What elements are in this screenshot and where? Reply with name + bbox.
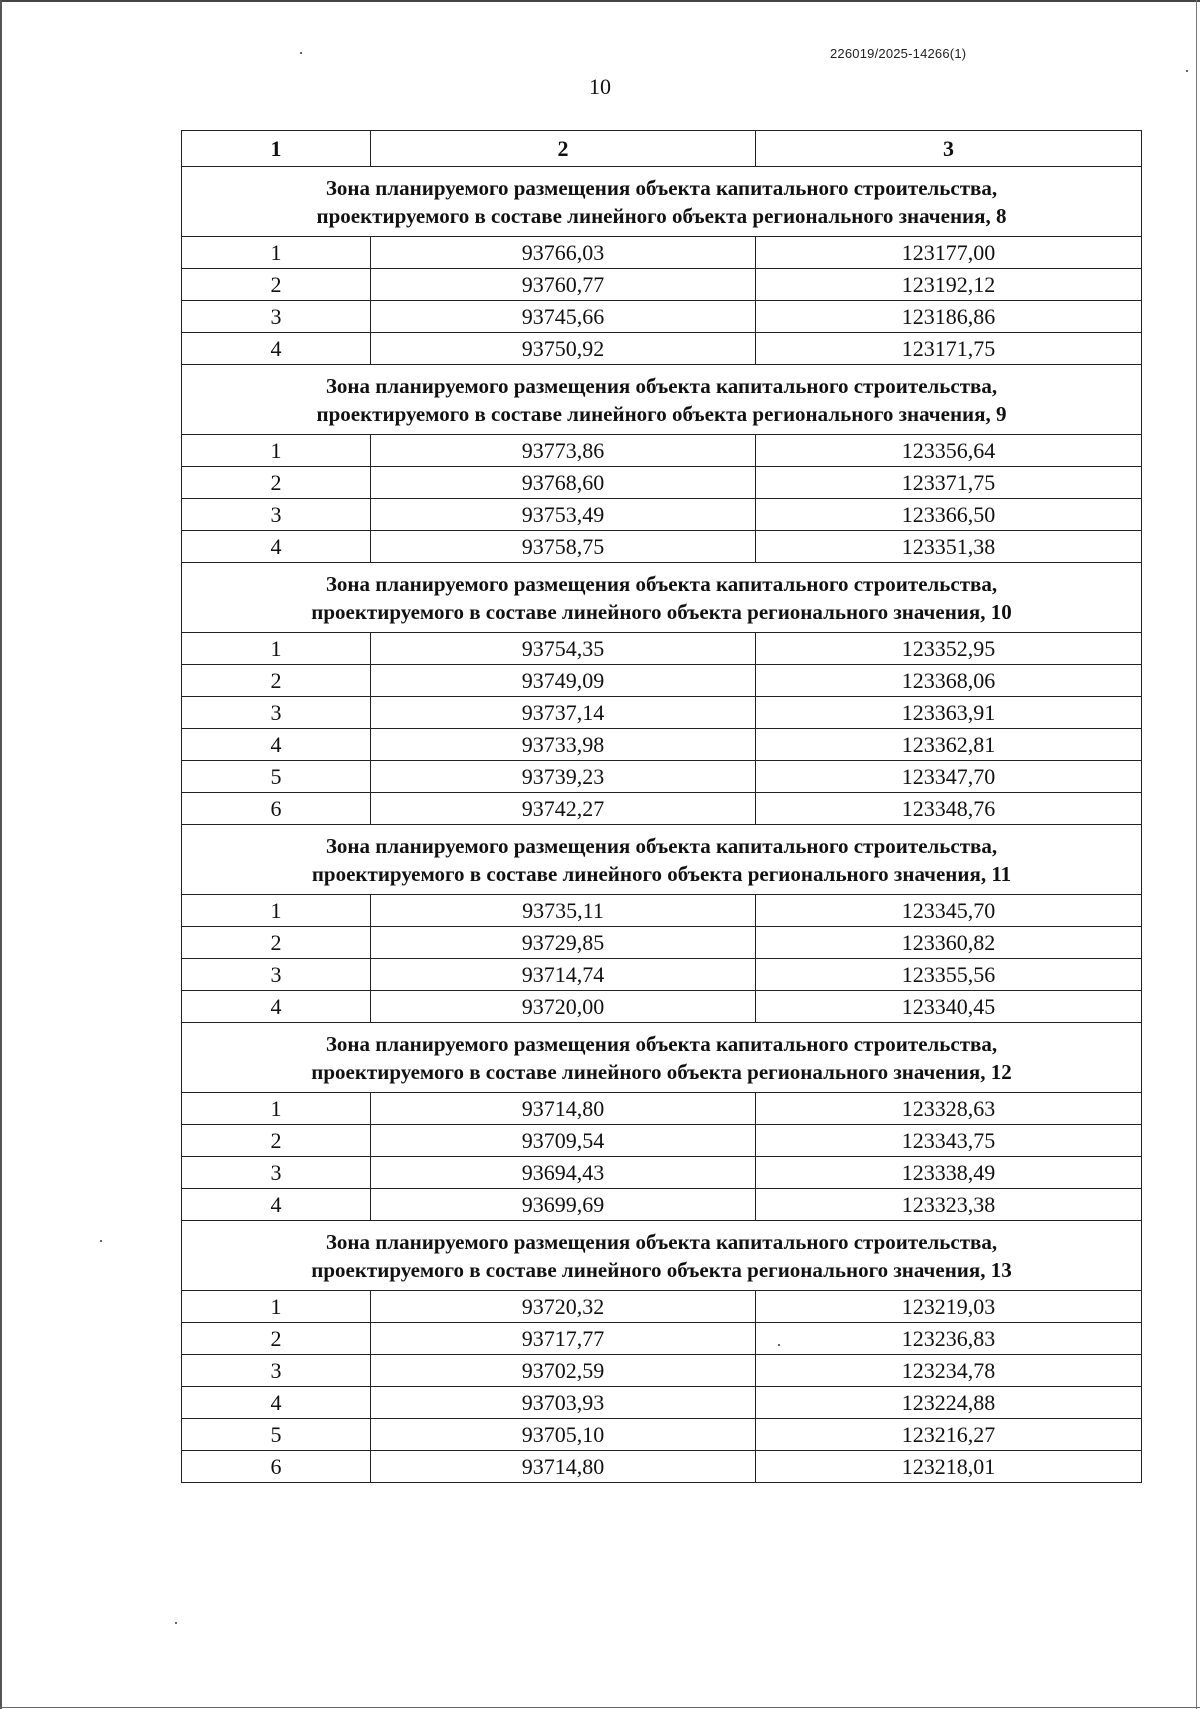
point-number-cell: 2	[182, 1323, 371, 1355]
x-coordinate-cell: 93749,09	[371, 665, 756, 697]
zone-title	[182, 563, 1142, 633]
x-coordinate-cell: 93735,11	[371, 895, 756, 927]
y-coordinate-cell: 123328,63	[756, 1093, 1142, 1125]
zone-title	[182, 1023, 1142, 1093]
x-coordinate-cell: 93699,69	[371, 1189, 756, 1221]
zone-title-row	[182, 563, 1142, 633]
y-coordinate-cell: 123338,49	[756, 1157, 1142, 1189]
table-header-row	[182, 131, 1142, 167]
point-number-cell: 1	[182, 1291, 371, 1323]
x-coordinate-cell: 93737,14	[371, 697, 756, 729]
x-coordinate-cell: 93703,93	[371, 1387, 756, 1419]
x-coordinate-cell: 93729,85	[371, 927, 756, 959]
point-number-cell: 3	[182, 1157, 371, 1189]
zone-title-row	[182, 825, 1142, 895]
point-number-cell: 2	[182, 1125, 371, 1157]
table-row	[182, 761, 1142, 793]
table-row	[182, 1189, 1142, 1221]
y-coordinate-cell: 123362,81	[756, 729, 1142, 761]
coordinates-table-body	[182, 131, 1142, 1483]
point-number-cell: 2	[182, 665, 371, 697]
y-coordinate-cell: 123234,78	[756, 1355, 1142, 1387]
scan-speck	[300, 52, 302, 54]
table-row	[182, 697, 1142, 729]
zone-title-row	[182, 1023, 1142, 1093]
table-row	[182, 959, 1142, 991]
point-number-cell: 6	[182, 1451, 371, 1483]
scan-edge-top	[0, 0, 1200, 2]
y-coordinate-cell: 123224,88	[756, 1387, 1142, 1419]
y-coordinate-cell: 123360,82	[756, 927, 1142, 959]
x-coordinate-cell: 93720,00	[371, 991, 756, 1023]
table-row	[182, 1387, 1142, 1419]
point-number-cell: 1	[182, 633, 371, 665]
table-row	[182, 237, 1142, 269]
y-coordinate-cell: 123236,83	[756, 1323, 1142, 1355]
zone-title-row	[182, 365, 1142, 435]
scan-edge-bottom	[0, 1707, 1200, 1708]
zone-title-line: Зона планируемого размещения объекта капитального строительства,	[325, 175, 998, 200]
y-coordinate-cell: 123355,56	[756, 959, 1142, 991]
table-row	[182, 1451, 1142, 1483]
x-coordinate-cell: 93714,80	[371, 1093, 756, 1125]
x-coordinate-cell: 93754,35	[371, 633, 756, 665]
y-coordinate-cell: 123345,70	[756, 895, 1142, 927]
x-coordinate-cell: 93705,10	[371, 1419, 756, 1451]
scan-speck	[1186, 70, 1188, 72]
page-number: 10	[589, 74, 611, 99]
y-coordinate-cell: 123371,75	[756, 467, 1142, 499]
point-number-cell: 3	[182, 1355, 371, 1387]
column-header-y-coordinate: 3	[756, 131, 1142, 167]
y-coordinate-cell: 123216,27	[756, 1419, 1142, 1451]
table-row	[182, 1093, 1142, 1125]
table-row	[182, 467, 1142, 499]
document-id: 226019/2025-14266(1)	[830, 46, 967, 61]
zone-title-row	[182, 167, 1142, 237]
point-number-cell: 1	[182, 435, 371, 467]
zone-title-line: проектируемого в составе линейного объекта регионального значения, 8	[316, 203, 1007, 228]
y-coordinate-cell: 123363,91	[756, 697, 1142, 729]
zone-title-line: Зона планируемого размещения объекта капитального строительства,	[325, 571, 998, 596]
point-number-cell: 4	[182, 531, 371, 563]
table-row	[182, 499, 1142, 531]
table-row	[182, 793, 1142, 825]
table-row	[182, 729, 1142, 761]
table-row	[182, 665, 1142, 697]
table-row	[182, 1419, 1142, 1451]
zone-title	[182, 1221, 1142, 1291]
table-row	[182, 1125, 1142, 1157]
y-coordinate-cell: 123218,01	[756, 1451, 1142, 1483]
zone-title-line: проектируемого в составе линейного объекта регионального значения, 13	[311, 1257, 1012, 1282]
x-coordinate-cell: 93745,66	[371, 301, 756, 333]
zone-title-row	[182, 1221, 1142, 1291]
x-coordinate-cell: 93773,86	[371, 435, 756, 467]
table-row	[182, 1323, 1142, 1355]
table-row	[182, 633, 1142, 665]
y-coordinate-cell: 123323,38	[756, 1189, 1142, 1221]
point-number-cell: 4	[182, 991, 371, 1023]
y-coordinate-cell: 123219,03	[756, 1291, 1142, 1323]
zone-title-line: проектируемого в составе линейного объекта регионального значения, 9	[316, 401, 1007, 426]
point-number-cell: 5	[182, 761, 371, 793]
zone-title-line: Зона планируемого размещения объекта капитального строительства,	[325, 1229, 998, 1254]
point-number-cell: 1	[182, 237, 371, 269]
zone-title-line: Зона планируемого размещения объекта капитального строительства,	[325, 373, 998, 398]
y-coordinate-cell: 123192,12	[756, 269, 1142, 301]
scan-speck	[100, 1240, 102, 1242]
point-number-cell: 2	[182, 927, 371, 959]
point-number-cell: 3	[182, 959, 371, 991]
x-coordinate-cell: 93768,60	[371, 467, 756, 499]
zone-title	[182, 825, 1142, 895]
table-row	[182, 1291, 1142, 1323]
point-number-cell: 4	[182, 729, 371, 761]
scan-speck	[175, 1622, 177, 1624]
x-coordinate-cell: 93714,80	[371, 1451, 756, 1483]
y-coordinate-cell: 123177,00	[756, 237, 1142, 269]
column-header-point-number: 1	[182, 131, 371, 167]
zone-title-line: Зона планируемого размещения объекта капитального строительства,	[325, 833, 998, 858]
point-number-cell: 2	[182, 467, 371, 499]
zone-title-line: Зона планируемого размещения объекта капитального строительства,	[325, 1031, 998, 1056]
x-coordinate-cell: 93733,98	[371, 729, 756, 761]
x-coordinate-cell: 93758,75	[371, 531, 756, 563]
point-number-cell: 4	[182, 1189, 371, 1221]
point-number-cell: 6	[182, 793, 371, 825]
y-coordinate-cell: 123352,95	[756, 633, 1142, 665]
y-coordinate-cell: 123366,50	[756, 499, 1142, 531]
point-number-cell: 3	[182, 697, 371, 729]
table-row	[182, 333, 1142, 365]
x-coordinate-cell: 93742,27	[371, 793, 756, 825]
coordinates-table	[181, 130, 1142, 1483]
x-coordinate-cell: 93720,32	[371, 1291, 756, 1323]
point-number-cell: 1	[182, 1093, 371, 1125]
y-coordinate-cell: 123348,76	[756, 793, 1142, 825]
column-header-x-coordinate: 2	[371, 131, 756, 167]
x-coordinate-cell: 93717,77	[371, 1323, 756, 1355]
y-coordinate-cell: 123186,86	[756, 301, 1142, 333]
point-number-cell: 4	[182, 333, 371, 365]
y-coordinate-cell: 123356,64	[756, 435, 1142, 467]
x-coordinate-cell: 93694,43	[371, 1157, 756, 1189]
x-coordinate-cell: 93702,59	[371, 1355, 756, 1387]
y-coordinate-cell: 123171,75	[756, 333, 1142, 365]
zone-title	[182, 167, 1142, 237]
x-coordinate-cell: 93739,23	[371, 761, 756, 793]
table-row	[182, 531, 1142, 563]
x-coordinate-cell: 93753,49	[371, 499, 756, 531]
table-row	[182, 927, 1142, 959]
point-number-cell: 1	[182, 895, 371, 927]
table-row	[182, 301, 1142, 333]
x-coordinate-cell: 93709,54	[371, 1125, 756, 1157]
x-coordinate-cell: 93760,77	[371, 269, 756, 301]
point-number-cell: 5	[182, 1419, 371, 1451]
table-row	[182, 1157, 1142, 1189]
x-coordinate-cell: 93714,74	[371, 959, 756, 991]
table-row	[182, 1355, 1142, 1387]
y-coordinate-cell: 123343,75	[756, 1125, 1142, 1157]
zone-title-line: проектируемого в составе линейного объекта регионального значения, 11	[311, 861, 1012, 886]
y-coordinate-cell: 123368,06	[756, 665, 1142, 697]
scan-edge-right	[1196, 0, 1197, 1709]
table-row	[182, 435, 1142, 467]
point-number-cell: 3	[182, 499, 371, 531]
zone-title-line: проектируемого в составе линейного объекта регионального значения, 10	[311, 599, 1012, 624]
x-coordinate-cell: 93750,92	[371, 333, 756, 365]
y-coordinate-cell: 123351,38	[756, 531, 1142, 563]
x-coordinate-cell: 93766,03	[371, 237, 756, 269]
zone-title	[182, 365, 1142, 435]
y-coordinate-cell: 123340,45	[756, 991, 1142, 1023]
point-number-cell: 4	[182, 1387, 371, 1419]
zone-title-line: проектируемого в составе линейного объекта регионального значения, 12	[311, 1059, 1012, 1084]
point-number-cell: 3	[182, 301, 371, 333]
scan-edge-left	[0, 0, 2, 1709]
y-coordinate-cell: 123347,70	[756, 761, 1142, 793]
table-row	[182, 991, 1142, 1023]
table-row	[182, 269, 1142, 301]
table-row	[182, 895, 1142, 927]
point-number-cell: 2	[182, 269, 371, 301]
